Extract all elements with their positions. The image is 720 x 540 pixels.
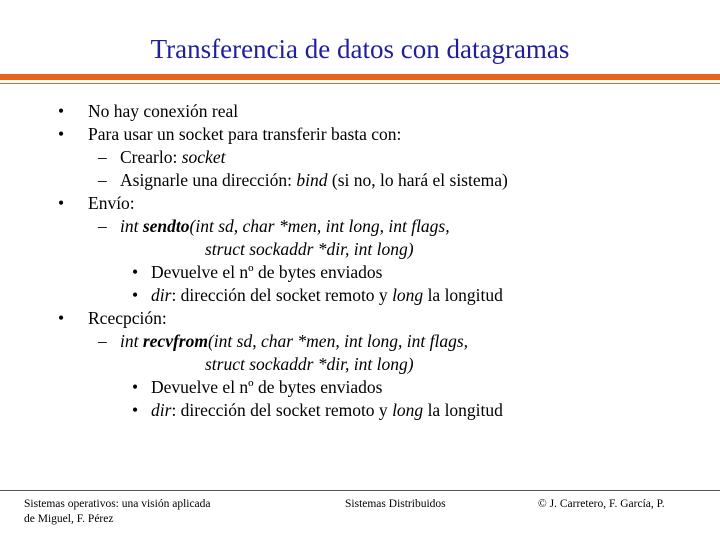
sendto-return [132,261,383,283]
title-underline-thick [0,74,720,80]
bullet-text-italic: dir [151,400,172,420]
bullet-dot-icon: • [58,124,65,144]
footer-book-credit [24,497,211,527]
sendto-signature [98,215,450,237]
title-underline [0,74,720,86]
recvfrom-signature [98,330,469,352]
bullet-dot-icon: • [58,101,65,121]
signature-args: struct sockaddr *dir, int long) [205,354,414,374]
bullet-text [151,399,503,421]
sub-item-bind [98,169,508,191]
bullet-text: No hay conexión real [88,101,239,121]
footer-divider [0,490,720,491]
footer-book-title: Sistemas operativos: una visión aplicada [24,498,211,510]
sub-item-text-italic: bind [296,170,328,190]
dash-icon: – [98,147,107,167]
sub-item-text-plain: (si no, lo hará el sistema) [327,170,508,190]
sub-item-create [98,146,226,168]
footer-book-authors: de Miguel, F. Pérez [24,513,114,525]
bullet-dot-icon: • [58,308,65,328]
sendto-dir [132,284,503,306]
bullet-text-italic: dir [151,285,172,305]
sub-item-text [120,169,508,191]
footer-course: Sistemas Distribuidos [345,498,446,510]
bullet-dot-icon: • [132,377,139,397]
sub-item-text-plain: Asignarle una dirección: [120,170,297,190]
bullet-text: Para usar un socket para transferir basta con: [88,124,402,144]
bullet-no-connection [58,100,239,122]
signature-return-type: int [120,331,143,351]
bullet-text: Devuelve el nº de bytes enviados [151,262,383,282]
signature-text [120,330,468,352]
bullet-text [151,284,503,306]
bullet-dot-icon: • [132,262,139,282]
recvfrom-return [132,376,383,398]
bullet-text: Devuelve el nº de bytes enviados [151,377,383,397]
dash-icon: – [98,216,107,236]
bullet-send [58,192,135,214]
dash-icon: – [98,331,107,351]
signature-text [120,215,450,237]
signature-return-type: int [120,216,143,236]
title-underline-thin [0,83,720,84]
bullet-dot-icon: • [132,285,139,305]
bullet-socket-usage [58,123,402,145]
bullet-dot-icon: • [58,193,65,213]
recvfrom-signature-cont [205,353,414,375]
sendto-signature-cont [205,238,414,260]
bullet-text-plain: : dirección del socket remoto y [171,285,393,305]
bullet-receive [58,307,167,329]
bullet-text: Envío: [88,193,135,213]
bullet-text-italic: long [392,400,424,420]
footer-copyright: © J. Carretero, F. García, P. [538,498,665,510]
sub-item-text [120,146,225,168]
signature-args: (int sd, char *men, int long, int flags, [207,331,469,351]
signature-function-name: recvfrom [142,331,208,351]
bullet-text: Rcecpción: [88,308,167,328]
slide-title: Transferencia de datos con datagramas [150,34,570,64]
dash-icon: – [98,170,107,190]
signature-args: struct sockaddr *dir, int long) [205,239,414,259]
bullet-dot-icon: • [132,400,139,420]
bullet-text-plain: : dirección del socket remoto y [171,400,393,420]
signature-function-name: sendto [142,216,190,236]
bullet-text-plain: la longitud [423,400,503,420]
recvfrom-dir [132,399,503,421]
bullet-text-italic: long [392,285,424,305]
sub-item-text-plain: Crearlo: [120,147,182,167]
signature-args: (int sd, char *men, int long, int flags, [189,216,450,236]
sub-item-text-italic: socket [181,147,226,167]
bullet-text-plain: la longitud [423,285,503,305]
